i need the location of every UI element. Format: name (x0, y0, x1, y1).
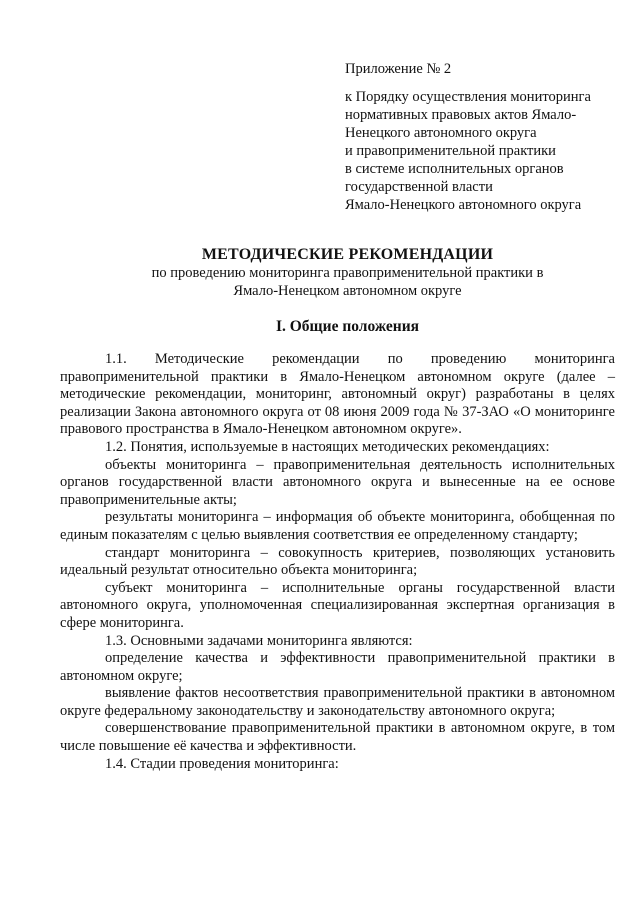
paragraph: 1.2. Понятия, используемые в настоящих методических рекомендациях: (105, 438, 550, 455)
title-block (60, 246, 635, 300)
paragraph: 1.1. Методические рекомендации по проведению мониторинга правоприменительной практики в Ямало-Ненецком автономном округе (далее – методические рекомендации, мониторинг, автономный округ) разработаны в целях реализации Закона автономного округа от 08 июня 2009 года № 37-ЗАО «О мониторинге правового пространства в Ямало-Ненецком автономном округе». (60, 351, 615, 438)
appendix-line: к Порядку осуществления мониторинга (345, 89, 591, 105)
paragraph: стандарт мониторинга – совокупность критериев, позволяющих установить идеальный результат относительно объекта мониторинга; (60, 544, 615, 579)
document-title: МЕТОДИЧЕСКИЕ РЕКОМЕНДАЦИИ (201, 246, 494, 263)
paragraph: объекты мониторинга – правоприменительная деятельность исполнительных органов государственной власти автономного округа и вынесенные на ее основе правоприменительные акты; (60, 456, 615, 508)
appendix-line: государственной власти (345, 179, 493, 195)
appendix-title: Приложение № 2 (345, 61, 452, 77)
appendix-line: Ненецкого автономного округа (345, 125, 537, 141)
appendix-block (345, 60, 615, 214)
paragraph: субъект мониторинга – исполнительные органы государственной власти автономного округа, уполномоченная специализированная экспертная организация в сфере мониторинга. (60, 579, 615, 631)
paragraph: совершенствование правоприменительной практики в автономном округе, в том числе повышение её качества и эффективности. (60, 720, 615, 755)
appendix-line: Ямало-Ненецкого автономного округа (345, 197, 582, 213)
section-heading: I. Общие положения (275, 318, 420, 335)
paragraph: определение качества и эффективности правоприменительной практики в автономном округе; (60, 650, 615, 684)
document-subtitle: по проведению мониторинга правоприменительной практики в (151, 265, 544, 281)
paragraph: выявление фактов несоответствия правоприменительной практики в автономном округе федеральному законодательству и законодательству автономного округа; (60, 685, 615, 719)
paragraph: 1.3. Основными задачами мониторинга являются: (105, 632, 413, 649)
document-body (60, 351, 615, 773)
paragraph: 1.4. Стадии проведения мониторинга: (105, 755, 339, 772)
appendix-line: и правоприменительной практики (345, 143, 556, 159)
paragraph: результаты мониторинга – информация об объекте мониторинга, обобщенная по единым показателям с целью выявления соответствия ее определенному стандарту; (60, 509, 615, 543)
appendix-line: в системе исполнительных органов (345, 161, 564, 177)
document-subtitle: Ямало-Ненецком автономном округе (233, 283, 462, 299)
appendix-line: нормативных правовых актов Ямало- (345, 107, 577, 123)
